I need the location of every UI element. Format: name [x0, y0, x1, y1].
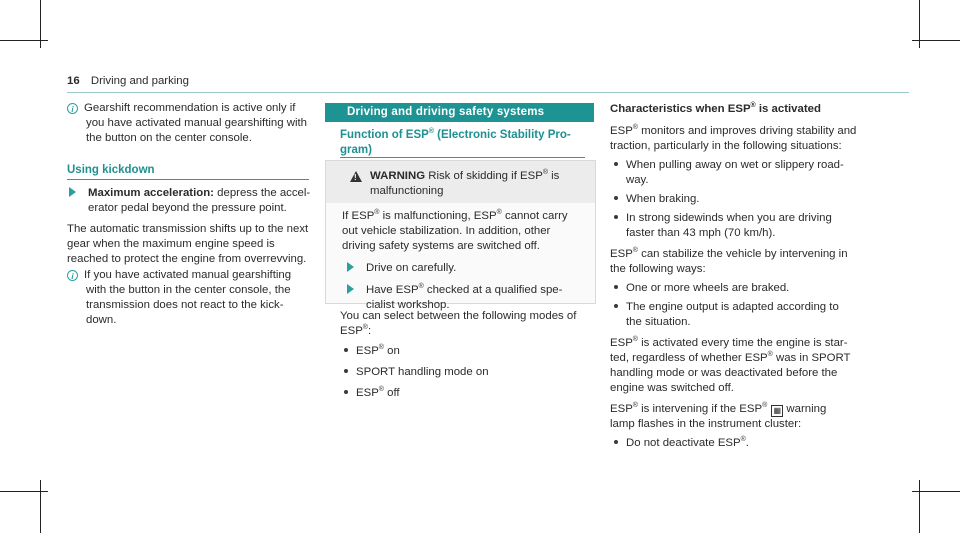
list-item: The engine output is adapted according to	[610, 300, 905, 315]
bullet-icon	[344, 348, 348, 352]
bullet-icon	[614, 304, 618, 308]
list-item: ESP® off	[344, 383, 594, 404]
crop-mark	[0, 491, 48, 492]
bullet-icon	[614, 285, 618, 289]
header-rule	[67, 92, 909, 93]
bullet-icon	[614, 440, 618, 444]
list-item: One or more wheels are braked.	[610, 281, 905, 296]
step-arrow-icon	[347, 284, 354, 294]
warning-step-check: Have ESP® checked at a qualified spe- cialist workshop.	[342, 283, 592, 313]
warning-header: ! WARNING Risk of skidding if ESP® is malfunctioning	[326, 161, 595, 203]
step-max-acceleration: Maximum acceleration: depress the accel- erator pedal beyond the pressure point.	[67, 186, 317, 216]
list-item: When pulling away on wet or slippery road-	[610, 158, 905, 173]
section-heading-kickdown: Using kickdown	[67, 164, 155, 176]
note-gearshift: i Gearshift recommendation is active only if you have activated manual gearshifting with the button on the center console.	[67, 101, 317, 146]
list-item: In strong sidewinds when you are driving	[610, 211, 905, 226]
step-arrow-icon	[69, 187, 76, 197]
bullet-icon	[614, 215, 618, 219]
section-band: Driving and driving safety systems	[325, 103, 594, 122]
page-header	[67, 74, 189, 89]
list-item: Do not deactivate ESP®.	[610, 436, 905, 451]
crop-mark	[912, 40, 960, 41]
list-item: ESP® on	[344, 341, 594, 362]
bullet-icon	[344, 369, 348, 373]
right-body: ESP® monitors and improves driving stability and traction, particularly in the following situations: When pulling away on wet or slippery road- way. When braking. In strong sidewinds when you are driving faster than 43 mph (70 km/h). ESP® can stabilize the vehicle by intervening in the following ways: One or more wheels are braked. The engine output is adapted according to the situation. ESP® is activated every time the engine is star- ted, regardless of whether ESP® was in SPORT handling mode or was deactivated before the engine was switched off. ESP® is intervening if the ESP®▦ warning lamp flashes in the instrument cluster: Do not deactivate ESP®.	[610, 124, 905, 451]
heading-esp-function: Function of ESP® (Electronic Stability Pro- gram)	[340, 128, 571, 156]
info-icon: i	[67, 103, 78, 114]
step-arrow-icon	[347, 262, 354, 272]
note-kickdown-manual: i If you have activated manual gearshifting with the button in the center console, the transmission does not react to the kick- down.	[67, 268, 317, 328]
section-rule	[340, 157, 585, 158]
info-icon: i	[67, 270, 78, 281]
warning-box	[325, 160, 596, 311]
bullet-icon	[614, 196, 618, 200]
crop-mark	[40, 480, 41, 533]
page-number: 16	[67, 75, 80, 87]
warning-triangle-icon	[350, 171, 362, 182]
heading-esp-characteristics: Characteristics when ESP® is activated	[610, 102, 821, 115]
warning-body: If ESP® is malfunctioning, ESP® cannot carry out vehicle stabilization. In addition, other driving safety systems are switched off.	[342, 209, 568, 252]
esp-modes-list	[344, 341, 594, 404]
crop-mark	[0, 40, 48, 41]
chapter-title: Driving and parking	[90, 75, 189, 87]
list-item: SPORT handling mode on	[344, 362, 594, 383]
bullet-icon	[614, 162, 618, 166]
esp-warning-lamp-icon: ▦	[771, 405, 783, 417]
crop-mark	[912, 491, 960, 492]
list-item: When braking.	[610, 192, 905, 207]
warning-step-drive: Drive on carefully.	[342, 261, 592, 276]
section-rule	[67, 179, 309, 180]
esp-modes-intro: You can select between the following modes of ESP®:	[340, 310, 577, 337]
crop-mark	[919, 480, 920, 533]
bullet-icon	[344, 390, 348, 394]
kickdown-body: The automatic transmission shifts up to the next gear when the maximum engine speed is reached to protect the engine from overrevving.	[67, 223, 309, 265]
